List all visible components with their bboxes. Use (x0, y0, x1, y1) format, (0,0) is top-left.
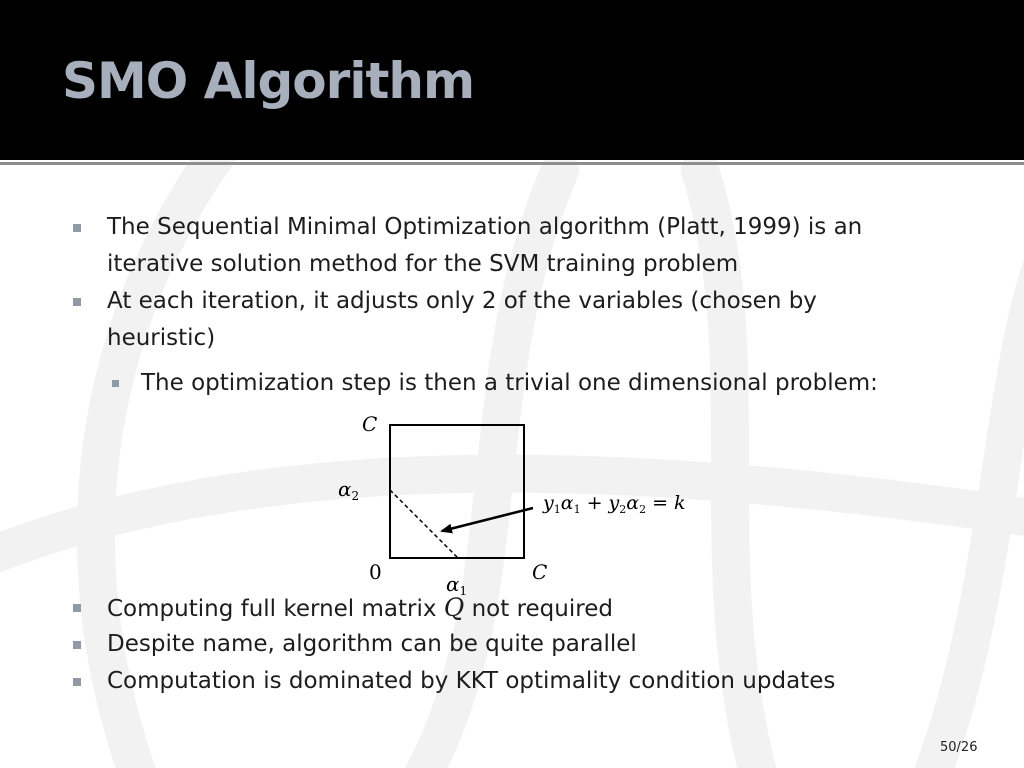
bullet-line: heuristic) (107, 325, 216, 351)
title-bar (0, 0, 1024, 160)
bullet-line: At each iteration, it adjusts only 2 of the variables (chosen by (107, 288, 817, 314)
header-divider (0, 162, 1024, 165)
axis-label-origin: 0 (369, 560, 382, 584)
bullet-smo-definition (107, 209, 862, 283)
bullet-kernel-matrix: Computing full kernel matrix Q not required (107, 593, 613, 622)
bullet-parallel: Despite name, algorithm can be quite parallel (107, 631, 637, 657)
constraint-equation: $y_1\alpha_1 + y_2\alpha_2 = k$ (543, 492, 686, 516)
box-constraint-diagram (330, 405, 730, 605)
feasible-box (390, 425, 524, 558)
bullet-marker (73, 298, 81, 306)
sub-bullet-optimization-step: The optimization step is then a trivial one dimensional problem: (141, 370, 878, 396)
slide-title: SMO Algorithm (62, 52, 475, 110)
constraint-line (390, 490, 458, 558)
bullet-marker (73, 224, 81, 232)
sub-bullet-marker (112, 380, 119, 387)
page-number: 50/26 (940, 740, 978, 755)
bullet-marker (73, 678, 81, 686)
axis-label-alpha2: $\alpha_2$ (338, 477, 360, 503)
axis-label-alpha1: $\alpha_1$ (446, 572, 468, 598)
axis-label-top-c: C (362, 412, 378, 436)
bullet-marker (73, 641, 81, 649)
pointer-arrow (442, 508, 533, 531)
bullet-line: iterative solution method for the SVM training problem (107, 251, 739, 277)
kernel-matrix-symbol: Q (443, 593, 465, 622)
bullet-kkt: Computation is dominated by KKT optimality condition updates (107, 668, 836, 694)
bullet-line: The Sequential Minimal Optimization algorithm (Platt, 1999) is an (107, 214, 863, 240)
axis-label-right-c: C (532, 560, 548, 584)
bullet-marker (73, 604, 81, 612)
bullet-iteration (107, 283, 817, 357)
